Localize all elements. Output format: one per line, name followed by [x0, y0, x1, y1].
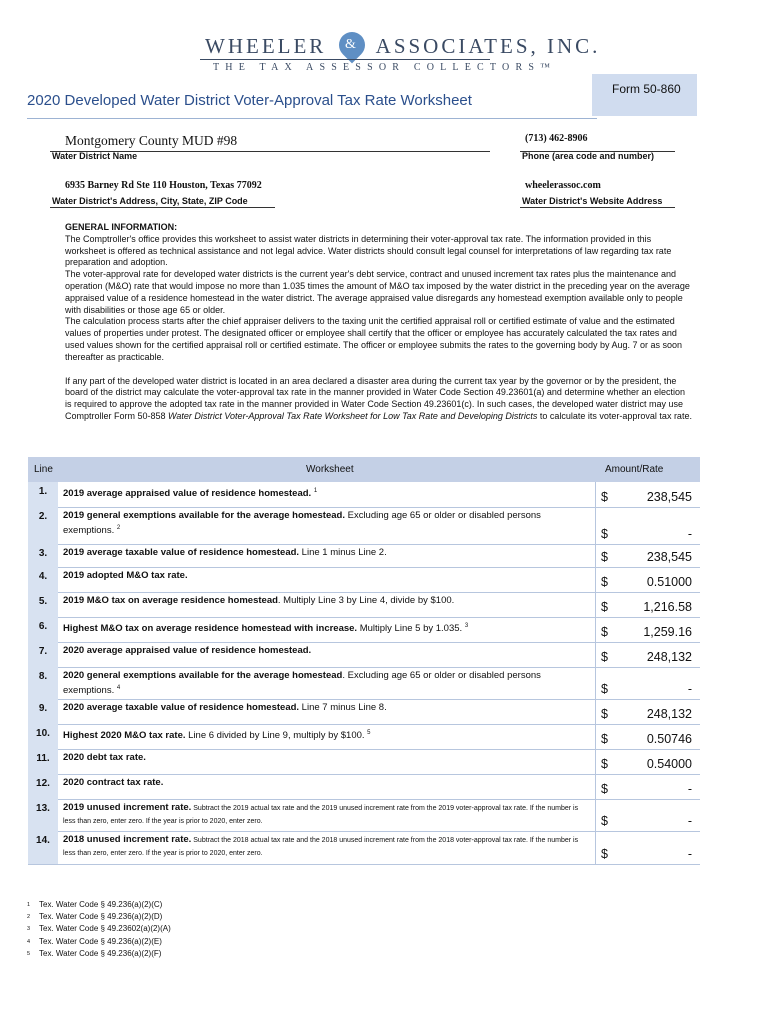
table-row: [28, 617, 700, 643]
table-row: [28, 724, 700, 750]
logo-name-right: ASSOCIATES, INC.: [375, 34, 601, 58]
table-row: [28, 749, 700, 775]
dollar-sign: $: [601, 650, 608, 664]
line-number: 14.: [28, 831, 58, 864]
footnote: $^4$ Tex. Water Code § 49.236(a)(2)(E): [27, 936, 162, 946]
line-number: 6.: [28, 617, 58, 642]
footnote-ref: 2: [116, 525, 121, 531]
general-paragraph-2: The voter-approval rate for developed water districts is the current year's debt service, contract and unused increment tax rates plus the maintenance and operation (M&O) rate that would impose no more than 1.035 times the amount of M&O tax imposed by the water district in the preceding year on the average appraised value of a residence homestead in the water district. The average appraised value disregards any homestead exemption available only to people with disabilities or those age 65 or older.: [65, 269, 690, 315]
amount-cell[interactable]: [595, 831, 698, 864]
line-description: 2019 average appraised value of residence homestead. $^1$: [63, 488, 318, 500]
table-header: [28, 457, 700, 482]
footnote-ref: 3: [464, 623, 469, 629]
table-row: [28, 799, 700, 832]
district-name-label: Water District Name: [52, 151, 138, 161]
amount-value: 248,132: [646, 650, 692, 664]
line-description: 2019 general exemptions available for the average homestead. Excluding age 65 or older or disabled persons exemptions. $^2$: [63, 510, 541, 537]
dollar-sign: $: [601, 600, 608, 614]
line-number: 10.: [28, 724, 58, 749]
general-information: [65, 222, 693, 423]
company-logo: [205, 34, 600, 61]
amount-value: 0.51000: [646, 575, 692, 589]
phone-label: Phone (area code and number): [522, 151, 655, 161]
amount-value: 248,132: [646, 707, 692, 721]
district-name-field[interactable]: Montgomery County MUD #98: [65, 133, 238, 148]
amount-value: 0.54000: [646, 757, 692, 771]
general-heading: GENERAL INFORMATION:: [65, 222, 178, 232]
footnote: $^2$ Tex. Water Code § 49.236(a)(2)(D): [27, 912, 163, 922]
table-row: [28, 544, 700, 568]
amount-value: 1,259.16: [643, 625, 692, 639]
footnote: $^5$ Tex. Water Code § 49.236(a)(2)(F): [27, 948, 162, 958]
line-description: Highest M&O tax on average residence homestead with increase. Multiply Line 5 by 1.035. $^3$: [63, 623, 469, 635]
amount-value: -: [687, 847, 692, 861]
amount-value: 238,545: [646, 550, 692, 564]
amount-value: -: [687, 782, 692, 796]
line-description: 2020 debt tax rate.: [63, 752, 146, 763]
dollar-sign: $: [601, 732, 608, 746]
line-number: 2.: [28, 507, 58, 544]
line-number: 9.: [28, 699, 58, 724]
phone-field[interactable]: (713) 462-8906: [525, 133, 588, 144]
amount-cell[interactable]: [595, 567, 698, 592]
line-description: 2019 unused increment rate. Subtract the 2019 actual tax rate and the 2019 unused increment rate from the 2019 voter-approval tax rate. If the number is less than zero, enter zero. If the year is prior to 2020, enter zero.: [63, 802, 579, 825]
line-number: 13.: [28, 799, 58, 831]
table-row: [28, 667, 700, 700]
line-number: 8.: [28, 667, 58, 699]
logo-ampersand: &: [344, 37, 359, 53]
amount-cell[interactable]: [595, 544, 698, 567]
footnote-ref: 1: [313, 488, 318, 494]
general-paragraph-3: The calculation process starts after the chief appraiser delivers to the taxing unit the certified appraisal roll or certified estimate of value and the estimated values of properties under protest. The designated officer or employee shall certify that the officer or employee has accurately calculated the tax rates and used values shown for the certified appraisal roll or certified estimate. The officer or employee submits the rates to the governing body by Aug. 7 or as soon thereafter as practicable.: [65, 316, 683, 362]
amount-cell[interactable]: [595, 667, 698, 699]
line-description: 2020 general exemptions available for the average homestead. Excluding age 65 or older or disabled persons exemptions. $^4$: [63, 670, 541, 697]
amount-value: 0.50746: [646, 732, 692, 746]
col-amount-header: Amount/Rate: [605, 464, 664, 475]
amount-cell[interactable]: [595, 617, 698, 642]
table-row: [28, 482, 700, 508]
table-row: [28, 699, 700, 725]
form-number: Form 50-860: [612, 82, 681, 96]
general-paragraph-1: The Comptroller's office provides this worksheet to assist water districts in determining their voter-approval tax rate. The information provided in this worksheet is offered as technical assistance and not legal advice. Water districts should consult legal counsel for interpretations of law regarding tax rate preparation and adoption.: [65, 233, 672, 268]
page-title: 2020 Developed Water District Voter-Approval Tax Rate Worksheet: [27, 92, 472, 109]
table-row: [28, 642, 700, 668]
footnote: $^3$ Tex. Water Code § 49.23602(a)(2)(A): [27, 924, 171, 934]
dollar-sign: $: [601, 682, 608, 696]
amount-value: -: [687, 527, 692, 541]
title-divider: [27, 118, 597, 119]
logo-tagline: THE TAX ASSESSOR COLLECTORS™: [213, 62, 557, 73]
dollar-sign: $: [601, 550, 608, 564]
line-number: 3.: [28, 544, 58, 567]
line-description: 2019 average taxable value of residence homestead. Line 1 minus Line 2.: [63, 547, 387, 558]
table-row: [28, 567, 700, 593]
dollar-sign: $: [601, 707, 608, 721]
line-number: 5.: [28, 592, 58, 617]
address-underline: [50, 206, 275, 208]
logo-name-left: WHEELER: [205, 34, 327, 58]
dollar-sign: $: [601, 782, 608, 796]
col-line-header: Line: [34, 464, 53, 475]
col-worksheet-header: Worksheet: [306, 464, 354, 475]
line-number: 1.: [28, 482, 58, 507]
footnote-ref: 5: [367, 730, 371, 736]
amount-cell[interactable]: [595, 642, 698, 667]
line-description: Highest 2020 M&O tax rate. Line 6 divided by Line 9, multiply by $100. $^5$: [63, 730, 371, 742]
dollar-sign: $: [601, 575, 608, 589]
dollar-sign: $: [601, 527, 608, 541]
footnote: $^1$ Tex. Water Code § 49.236(a)(2)(C): [27, 900, 163, 909]
dollar-sign: $: [601, 814, 608, 828]
amount-value: 238,545: [646, 490, 692, 504]
amount-cell[interactable]: [595, 507, 698, 544]
line-number: 4.: [28, 567, 58, 592]
table-row: [28, 831, 700, 865]
amount-cell[interactable]: [595, 592, 698, 617]
table-row: [28, 774, 700, 800]
amount-cell[interactable]: [595, 749, 698, 774]
line-number: 7.: [28, 642, 58, 667]
amount-value: -: [687, 682, 692, 696]
footnotes: [27, 899, 171, 960]
dollar-sign: $: [601, 625, 608, 639]
line-description: 2019 adopted M&O tax rate.: [63, 570, 188, 581]
amount-cell[interactable]: [595, 774, 698, 799]
line-description: 2020 average taxable value of residence homestead. Line 7 minus Line 8.: [63, 702, 387, 713]
address-field[interactable]: 6935 Barney Rd Ste 110 Houston, Texas 77092: [65, 180, 262, 191]
general-paragraph-4: If any part of the developed water district is located in an area declared a disaster area during the current tax year by the governor or by the president, the board of the district may calculate the voter-approval tax rate in the manner provided in Water Code Section 49.23601(a) and determine whether an election is required to approve the adopted tax rate in the manner provided in Water Code Section 49.23601(c). In such cases, the developed water district may use Comptroller Form 50-858 Water District Voter-Approval Tax Rate Worksheet for Low Tax Rate and Developing Districts to calculate its voter-approval tax rate.: [65, 375, 692, 421]
address-label: Water District's Address, City, State, ZIP Code: [52, 196, 248, 206]
amount-value: 1,216.58: [643, 600, 692, 614]
line-description: 2019 M&O tax on average residence homestead. Multiply Line 3 by Line 4, divide by $100.: [63, 595, 455, 606]
dollar-sign: $: [601, 847, 608, 861]
line-description: 2020 average appraised value of residence homestead.: [63, 645, 312, 656]
website-underline: [520, 206, 675, 208]
amount-value: -: [687, 814, 692, 828]
line-number: 12.: [28, 774, 58, 799]
website-field[interactable]: wheelerassoc.com: [525, 180, 601, 191]
table-row: [28, 592, 700, 618]
line-description: 2018 unused increment rate. Subtract the 2018 actual tax rate and the 2018 unused increment rate from the 2018 voter-approval tax rate. If the number is less than zero, enter zero. If the year is prior to 2020, enter zero.: [63, 834, 579, 857]
amount-cell[interactable]: [595, 699, 698, 724]
form-number-box: [592, 74, 697, 116]
website-label: Water District's Website Address: [522, 196, 663, 206]
table-row: [28, 507, 700, 545]
line-description: 2020 contract tax rate.: [63, 777, 164, 788]
amount-cell[interactable]: [595, 482, 698, 507]
dollar-sign: $: [601, 757, 608, 771]
logo-divider: [200, 59, 490, 60]
dollar-sign: $: [601, 490, 608, 504]
footnote-ref: 4: [116, 685, 121, 691]
amount-cell[interactable]: [595, 799, 698, 831]
amount-cell[interactable]: [595, 724, 698, 749]
line-number: 11.: [28, 749, 58, 774]
